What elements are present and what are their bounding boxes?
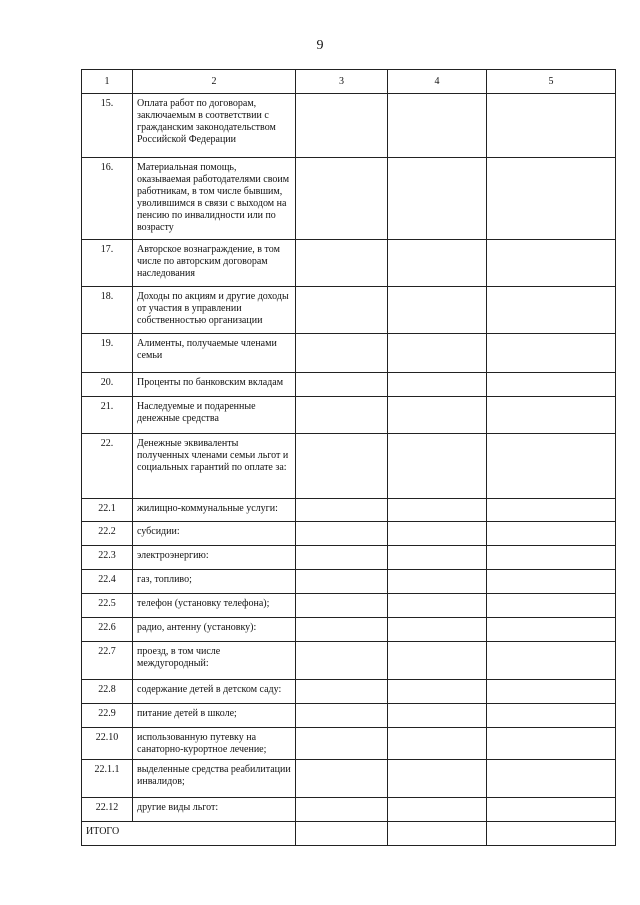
row-number: 22.6	[82, 618, 133, 642]
row-label: Материальная помощь, оказываемая работодателями своим работникам, в том числе бывшим, уволившимся в связи с выходом на пенсию по инвалидности или по возрасту	[133, 158, 296, 240]
row-number: 20.	[82, 373, 133, 397]
row-number: 22.5	[82, 594, 133, 618]
value-cell-col-3[interactable]	[296, 158, 388, 240]
value-cell-col-3[interactable]	[296, 334, 388, 373]
value-cell-col-5[interactable]	[487, 499, 616, 522]
value-cell-col-4[interactable]	[388, 397, 487, 434]
row-number: 22.7	[82, 642, 133, 680]
value-cell-col-3[interactable]	[296, 499, 388, 522]
table-row	[82, 397, 616, 434]
value-cell-col-5[interactable]	[487, 642, 616, 680]
value-cell-col-5[interactable]	[487, 570, 616, 594]
value-cell-col-4[interactable]	[388, 680, 487, 704]
value-cell-col-5[interactable]	[487, 760, 616, 798]
table-row	[82, 334, 616, 373]
table-row	[82, 680, 616, 704]
row-number: 22.9	[82, 704, 133, 728]
value-cell-col-4[interactable]	[388, 158, 487, 240]
table-row	[82, 570, 616, 594]
header-cell-4: 4	[388, 70, 487, 94]
row-label: газ, топливо;	[133, 570, 296, 594]
row-label: проезд, в том числе междугородный:	[133, 642, 296, 680]
row-label: жилищно-коммунальные услуги:	[133, 499, 296, 522]
value-cell-col-3[interactable]	[296, 798, 388, 822]
table-row	[82, 434, 616, 499]
value-cell-col-3[interactable]	[296, 434, 388, 499]
value-cell-col-5[interactable]	[487, 594, 616, 618]
row-number: 18.	[82, 287, 133, 334]
row-number: 22.1	[82, 499, 133, 522]
table-row	[82, 798, 616, 822]
value-cell-col-3[interactable]	[296, 287, 388, 334]
row-number: 21.	[82, 397, 133, 434]
value-cell-col-3[interactable]	[296, 728, 388, 760]
value-cell-col-4[interactable]	[388, 642, 487, 680]
value-cell-col-5[interactable]	[487, 158, 616, 240]
value-cell-col-4[interactable]	[388, 618, 487, 642]
total-row	[82, 822, 616, 846]
value-cell-col-4[interactable]	[388, 287, 487, 334]
value-cell-col-5[interactable]	[487, 728, 616, 760]
value-cell-col-3[interactable]	[296, 594, 388, 618]
value-cell-col-4[interactable]	[388, 594, 487, 618]
value-cell-col-3[interactable]	[296, 94, 388, 158]
value-cell-col-4[interactable]	[388, 522, 487, 546]
value-cell-col-3[interactable]	[296, 397, 388, 434]
row-label: субсидии:	[133, 522, 296, 546]
row-label: Авторское вознаграждение, в том числе по авторским договорам наследования	[133, 240, 296, 287]
row-label: телефон (установку телефона);	[133, 594, 296, 618]
table-row	[82, 287, 616, 334]
table-row	[82, 642, 616, 680]
row-label: Денежные эквиваленты полученных членами семьи льгот и социальных гарантий по оплате за:	[133, 434, 296, 499]
row-number: 22.12	[82, 798, 133, 822]
value-cell-col-3[interactable]	[296, 642, 388, 680]
row-number: 17.	[82, 240, 133, 287]
table-row	[82, 158, 616, 240]
total-cell-col-5[interactable]	[487, 822, 616, 846]
value-cell-col-4[interactable]	[388, 434, 487, 499]
value-cell-col-4[interactable]	[388, 728, 487, 760]
value-cell-col-5[interactable]	[487, 618, 616, 642]
total-cell-col-4[interactable]	[388, 822, 487, 846]
value-cell-col-3[interactable]	[296, 570, 388, 594]
row-number: 22.4	[82, 570, 133, 594]
row-label: другие виды льгот:	[133, 798, 296, 822]
row-label: Оплата работ по договорам, заключаемым в соответствии с гражданским законодательством Российской Федерации	[133, 94, 296, 158]
row-label: радио, антенну (установку):	[133, 618, 296, 642]
row-number: 22.10	[82, 728, 133, 760]
value-cell-col-3[interactable]	[296, 680, 388, 704]
row-number: 19.	[82, 334, 133, 373]
value-cell-col-4[interactable]	[388, 704, 487, 728]
header-cell-5: 5	[487, 70, 616, 94]
table-row	[82, 499, 616, 522]
value-cell-col-5[interactable]	[487, 240, 616, 287]
value-cell-col-5[interactable]	[487, 94, 616, 158]
value-cell-col-5[interactable]	[487, 680, 616, 704]
row-label: содержание детей в детском саду:	[133, 680, 296, 704]
table-row	[82, 704, 616, 728]
table-row	[82, 522, 616, 546]
value-cell-col-5[interactable]	[487, 546, 616, 570]
header-cell-1: 1	[82, 70, 133, 94]
value-cell-col-4[interactable]	[388, 240, 487, 287]
table-row	[82, 546, 616, 570]
table-row	[82, 373, 616, 397]
value-cell-col-5[interactable]	[487, 397, 616, 434]
header-cell-2: 2	[133, 70, 296, 94]
table-row	[82, 594, 616, 618]
value-cell-col-4[interactable]	[388, 760, 487, 798]
page-number: 9	[316, 38, 324, 53]
value-cell-col-4[interactable]	[388, 334, 487, 373]
table-row	[82, 240, 616, 287]
row-number: 16.	[82, 158, 133, 240]
value-cell-col-5[interactable]	[487, 798, 616, 822]
row-number: 15.	[82, 94, 133, 158]
row-number: 22.	[82, 434, 133, 499]
income-table	[81, 69, 616, 846]
row-label: Проценты по банковским вкладам	[133, 373, 296, 397]
row-label: использованную путевку на санаторно-курортное лечение;	[133, 728, 296, 760]
table-row	[82, 94, 616, 158]
value-cell-col-4[interactable]	[388, 373, 487, 397]
row-label: питание детей в школе;	[133, 704, 296, 728]
row-label: Наследуемые и подаренные денежные средства	[133, 397, 296, 434]
value-cell-col-5[interactable]	[487, 434, 616, 499]
value-cell-col-3[interactable]	[296, 618, 388, 642]
value-cell-col-3[interactable]	[296, 546, 388, 570]
value-cell-col-3[interactable]	[296, 704, 388, 728]
row-number: 22.2	[82, 522, 133, 546]
value-cell-col-3[interactable]	[296, 760, 388, 798]
value-cell-col-5[interactable]	[487, 334, 616, 373]
value-cell-col-5[interactable]	[487, 287, 616, 334]
value-cell-col-3[interactable]	[296, 373, 388, 397]
row-label: Доходы по акциям и другие доходы от участия в управлении собственностью организации	[133, 287, 296, 334]
row-number: 22.8	[82, 680, 133, 704]
table-row	[82, 618, 616, 642]
header-row	[82, 70, 616, 94]
total-label: ИТОГО	[82, 822, 296, 846]
row-label: электроэнергию:	[133, 546, 296, 570]
table-row	[82, 760, 616, 798]
row-label: Алименты, получаемые членами семьи	[133, 334, 296, 373]
value-cell-col-4[interactable]	[388, 94, 487, 158]
row-label: выделенные средства реабилитации инвалидов;	[133, 760, 296, 798]
value-cell-col-5[interactable]	[487, 704, 616, 728]
value-cell-col-3[interactable]	[296, 522, 388, 546]
value-cell-col-4[interactable]	[388, 546, 487, 570]
value-cell-col-3[interactable]	[296, 240, 388, 287]
value-cell-col-5[interactable]	[487, 522, 616, 546]
row-number: 22.3	[82, 546, 133, 570]
header-cell-3: 3	[296, 70, 388, 94]
value-cell-col-4[interactable]	[388, 798, 487, 822]
total-cell-col-3[interactable]	[296, 822, 388, 846]
value-cell-col-4[interactable]	[388, 570, 487, 594]
value-cell-col-4[interactable]	[388, 499, 487, 522]
row-number: 22.1.1	[82, 760, 133, 798]
value-cell-col-5[interactable]	[487, 373, 616, 397]
table-row	[82, 728, 616, 760]
